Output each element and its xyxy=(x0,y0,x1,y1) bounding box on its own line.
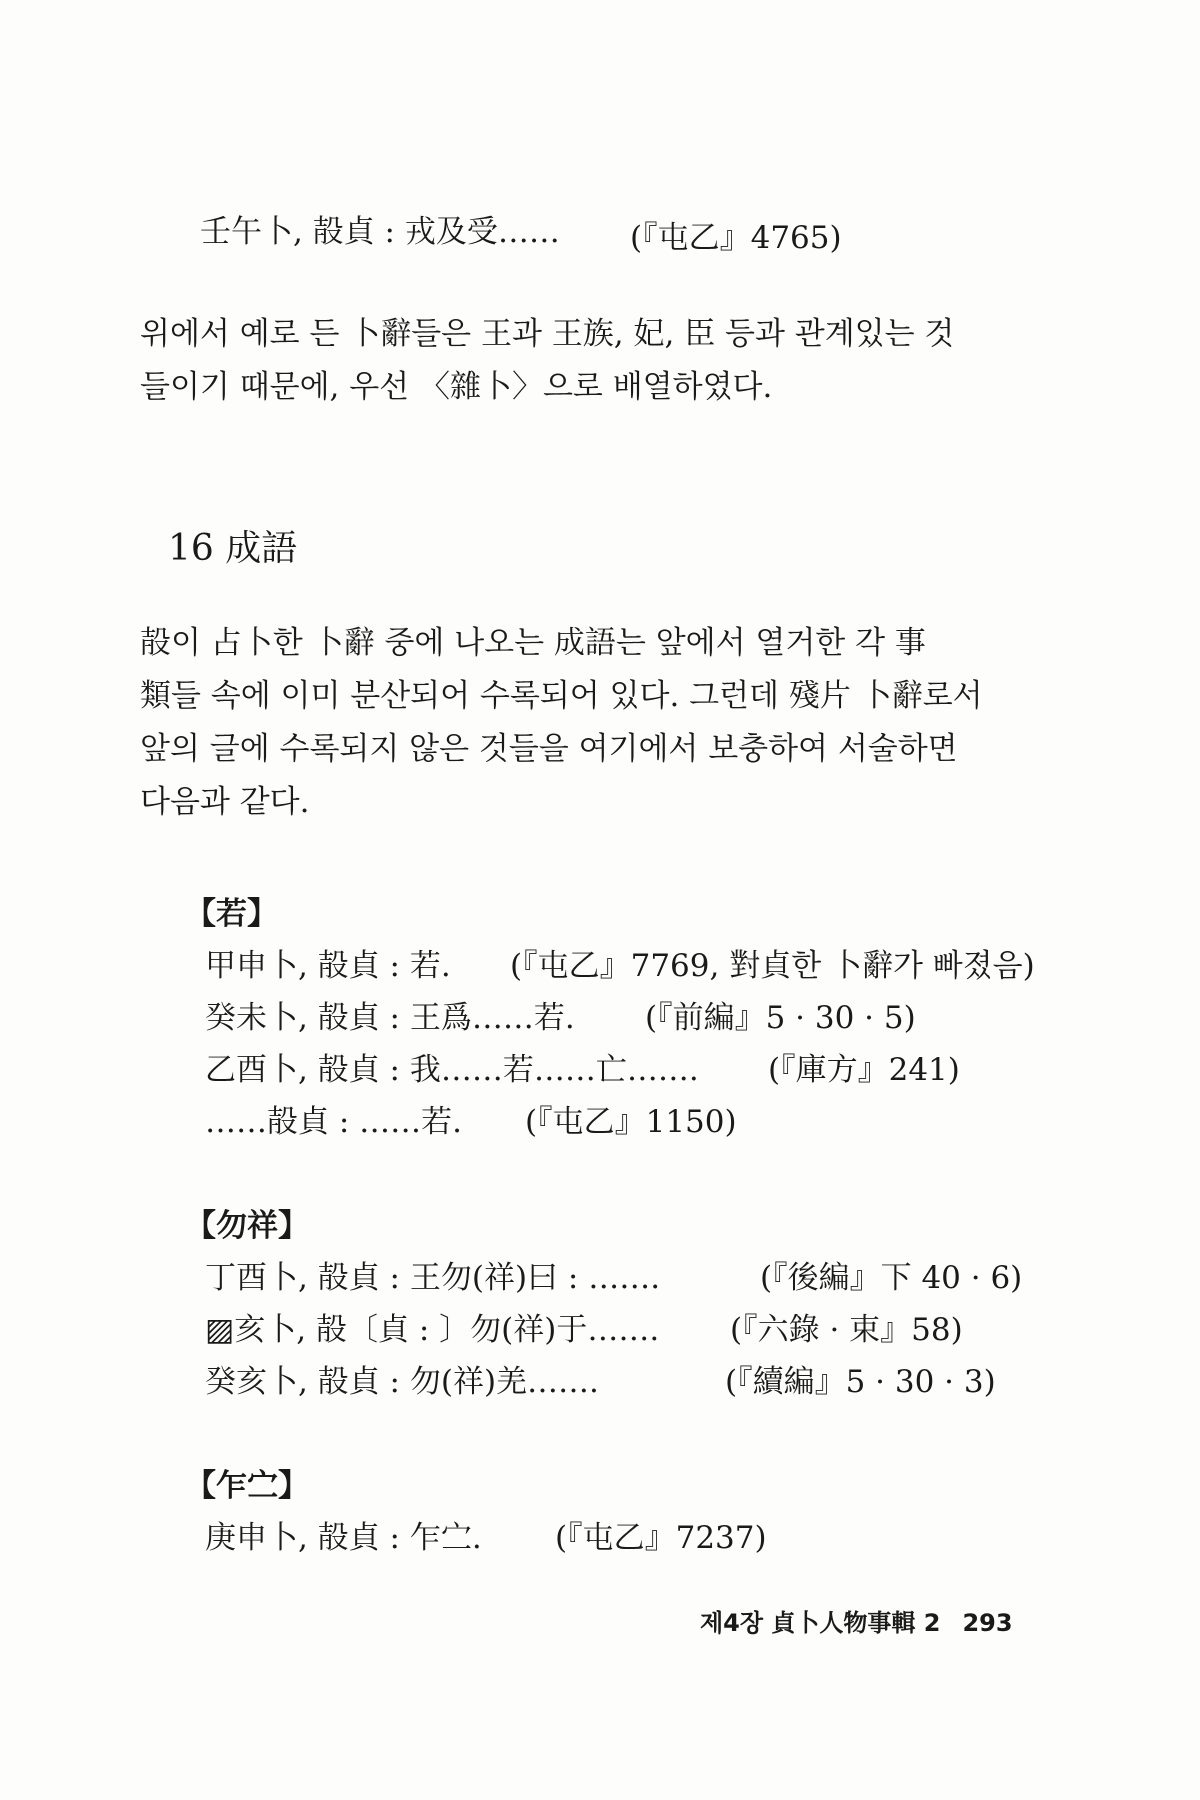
paragraph-line: 앞의 글에 수록되지 않은 것들을 여기에서 보충하여 서술하면 xyxy=(140,731,958,767)
entry-text: 癸亥卜, 㱿貞 : 勿(祥)羌……. xyxy=(205,1364,599,1400)
entry-source: (『庫方』241) xyxy=(768,1052,960,1088)
top-entry-text: 壬午卜, 㱿貞 : 戎及受…… xyxy=(200,214,560,250)
entry-source: (『前編』5 · 30 · 5) xyxy=(645,1000,916,1036)
paragraph-2 xyxy=(140,617,1045,829)
paragraph-line: 들이기 때문에, 우선 〈雜卜〉으로 배열하였다. xyxy=(140,369,773,405)
entry-text: 癸未卜, 㱿貞 : 王爲……若. xyxy=(205,1000,575,1036)
entry-source: (『屯乙』1150) xyxy=(525,1104,737,1140)
group-label: 【乍㝉】 xyxy=(185,1468,309,1504)
paragraph-line: 위에서 예로 든 卜辭들은 王과 王族, 妃, 臣 등과 관계있는 것 xyxy=(140,316,955,352)
entry-source: (『六錄 · 束』58) xyxy=(730,1312,963,1348)
paragraph-line: 類들 속에 이미 분산되어 수록되어 있다. 그런데 殘片 卜辭로서 xyxy=(140,678,983,714)
section-heading xyxy=(168,520,297,571)
paragraph-1 xyxy=(140,308,1045,414)
entry-text: 丁酉卜, 㱿貞 : 王勿(祥)曰 : ……. xyxy=(205,1260,661,1296)
top-entry xyxy=(200,212,560,252)
entry-source: (『屯乙』7237) xyxy=(555,1520,767,1556)
page-number: 293 xyxy=(962,1609,1013,1637)
chapter-title: 제4장 貞卜人物事輯 2 xyxy=(700,1609,941,1637)
top-entry-source: (『屯乙』4765) xyxy=(630,220,842,256)
group-label: 【勿祥】 xyxy=(185,1208,309,1244)
paragraph-line: 다음과 같다. xyxy=(140,784,310,820)
entry-text: 乙酉卜, 㱿貞 : 我……若……亡……. xyxy=(205,1052,699,1088)
entry-source: (『續編』5 · 30 · 3) xyxy=(725,1364,996,1400)
entry-text: ……㱿貞 : ……若. xyxy=(205,1104,463,1140)
entry-text: 庚申卜, 㱿貞 : 乍㝉. xyxy=(205,1520,482,1556)
group-label: 【若】 xyxy=(185,896,278,932)
entry-source: (『後編』下 40 · 6) xyxy=(760,1260,1023,1296)
entry-text: ▨亥卜, 㱿〔貞 : 〕勿(祥)于……. xyxy=(205,1312,660,1348)
section-number: 16 xyxy=(168,528,214,569)
page-footer xyxy=(700,1603,1013,1638)
section-title: 成語 xyxy=(225,528,298,569)
entry-source: (『屯乙』7769, 對貞한 卜辭가 빠졌음) xyxy=(510,948,1035,984)
paragraph-line: 㱿이 占卜한 卜辭 중에 나오는 成語는 앞에서 열거한 각 事 xyxy=(140,625,926,661)
entry-text: 甲申卜, 㱿貞 : 若. xyxy=(205,948,451,984)
